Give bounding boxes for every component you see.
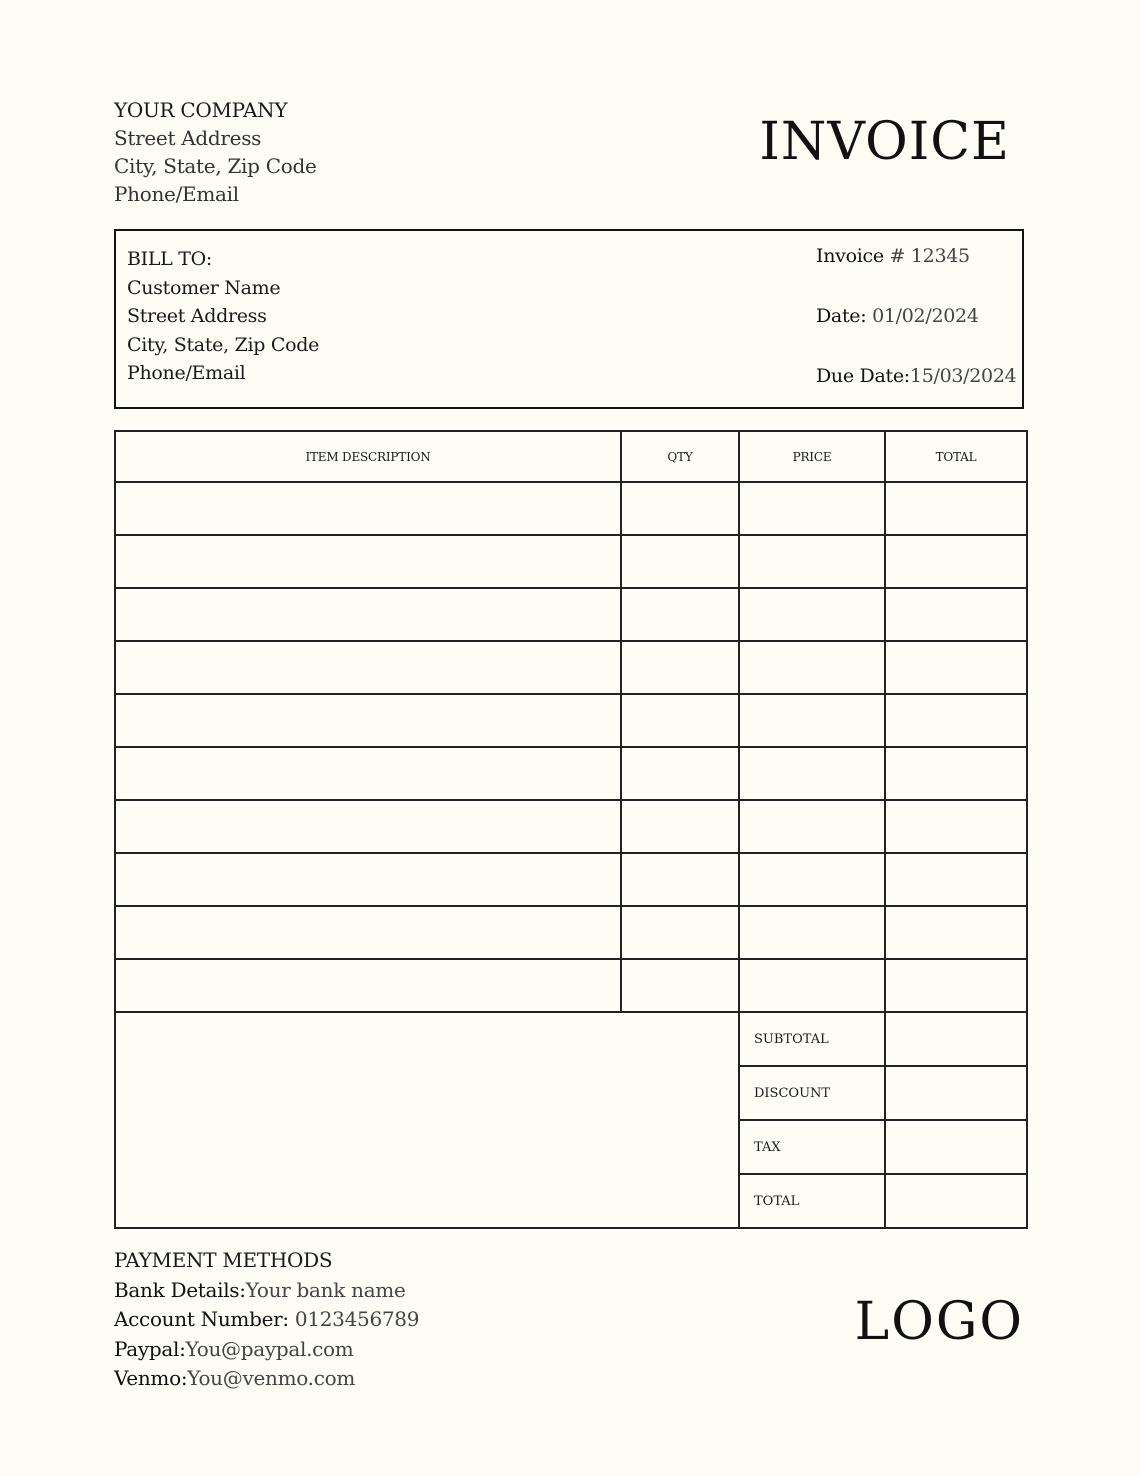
invoice-date [816, 305, 1016, 365]
notes-area[interactable] [115, 1012, 739, 1228]
bank-label: Bank Details: [114, 1277, 246, 1302]
company-contact: Phone/Email [114, 182, 239, 206]
item-qty-cell[interactable] [621, 694, 739, 747]
bank-details [114, 1276, 419, 1306]
paypal-value: You@paypal.com [185, 1336, 354, 1361]
item-total-cell[interactable] [885, 906, 1027, 959]
item-price-cell[interactable] [739, 906, 885, 959]
item-qty-cell[interactable] [621, 906, 739, 959]
item-price-cell[interactable] [739, 694, 885, 747]
venmo-value: You@venmo.com [187, 1366, 356, 1390]
item-total-cell[interactable] [885, 800, 1027, 853]
company-name: YOUR COMPANY [114, 98, 288, 122]
table-row [115, 959, 1027, 1012]
invoice-number-label: Invoice [816, 245, 884, 267]
invoice-date-value: 01/02/2024 [872, 305, 979, 327]
item-description-cell[interactable] [115, 906, 621, 959]
item-description-cell[interactable] [115, 800, 621, 853]
table-row [115, 906, 1027, 959]
discount-value-cell[interactable] [885, 1066, 1027, 1120]
item-total-cell[interactable] [885, 641, 1027, 694]
item-qty-cell[interactable] [621, 800, 739, 853]
table-row [115, 747, 1027, 800]
bank-value: Your bank name [245, 1277, 406, 1302]
item-total-cell[interactable] [885, 747, 1027, 800]
invoice-number-value: # 12345 [889, 245, 970, 267]
subtotal-value-cell[interactable] [885, 1012, 1027, 1066]
page-title: INVOICE [759, 112, 1010, 172]
item-total-cell[interactable] [885, 588, 1027, 641]
summary-row-subtotal [115, 1012, 1027, 1066]
item-description-cell[interactable] [115, 588, 621, 641]
header-total: TOTAL [885, 431, 1027, 482]
item-qty-cell[interactable] [621, 535, 739, 588]
item-price-cell[interactable] [739, 482, 885, 535]
table-row [115, 588, 1027, 641]
logo: LOGO [854, 1292, 1024, 1352]
invoice-date-label: Date: [816, 305, 867, 327]
item-qty-cell[interactable] [621, 747, 739, 800]
item-description-cell[interactable] [115, 482, 621, 535]
company-city: City, State, Zip Code [114, 154, 317, 178]
table-row [115, 641, 1027, 694]
bill-to-box [114, 229, 1024, 409]
item-description-cell[interactable] [115, 747, 621, 800]
item-description-cell[interactable] [115, 641, 621, 694]
table-row [115, 800, 1027, 853]
item-price-cell[interactable] [739, 641, 885, 694]
customer-contact: Phone/Email [127, 362, 246, 384]
discount-label: DISCOUNT [739, 1066, 885, 1120]
table-row [115, 853, 1027, 906]
item-total-cell[interactable] [885, 959, 1027, 1012]
items-table [114, 430, 1028, 1229]
customer-city: City, State, Zip Code [127, 333, 320, 356]
subtotal-label: SUBTOTAL [739, 1012, 885, 1066]
item-price-cell[interactable] [739, 800, 885, 853]
grand-total-value-cell[interactable] [885, 1174, 1027, 1228]
item-total-cell[interactable] [885, 853, 1027, 906]
due-date-value: 15/03/2024 [909, 365, 1017, 387]
item-description-cell[interactable] [115, 535, 621, 588]
header-qty: QTY [621, 431, 739, 482]
bill-to-block [127, 245, 319, 388]
item-description-cell[interactable] [115, 959, 621, 1012]
item-price-cell[interactable] [739, 747, 885, 800]
item-qty-cell[interactable] [621, 482, 739, 535]
invoice-due-date [816, 365, 1016, 425]
paypal-label: Paypal: [114, 1336, 186, 1361]
item-total-cell[interactable] [885, 482, 1027, 535]
tax-label: TAX [739, 1120, 885, 1174]
item-qty-cell[interactable] [621, 959, 739, 1012]
venmo-label: Venmo: [114, 1366, 188, 1390]
item-description-cell[interactable] [115, 853, 621, 906]
table-header-row [115, 431, 1027, 482]
payment-methods [114, 1246, 419, 1394]
bill-to-heading: BILL TO: [127, 248, 212, 270]
item-qty-cell[interactable] [621, 853, 739, 906]
table-row [115, 694, 1027, 747]
tax-value-cell[interactable] [885, 1120, 1027, 1174]
account-value: 0123456789 [294, 1307, 420, 1331]
header-item-description: ITEM DESCRIPTION [115, 431, 621, 482]
paypal [114, 1335, 419, 1365]
item-price-cell[interactable] [739, 959, 885, 1012]
item-qty-cell[interactable] [621, 588, 739, 641]
payment-heading: PAYMENT METHODS [114, 1248, 333, 1272]
customer-street: Street Address [127, 305, 267, 327]
account-number [114, 1305, 419, 1335]
item-price-cell[interactable] [739, 588, 885, 641]
header-price: PRICE [739, 431, 885, 482]
account-label: Account Number: [114, 1307, 289, 1331]
company-street: Street Address [114, 126, 262, 150]
venmo [114, 1364, 419, 1394]
item-description-cell[interactable] [115, 694, 621, 747]
item-total-cell[interactable] [885, 694, 1027, 747]
item-price-cell[interactable] [739, 535, 885, 588]
customer-name: Customer Name [127, 276, 281, 299]
item-qty-cell[interactable] [621, 641, 739, 694]
table-row [115, 482, 1027, 535]
company-block [114, 96, 316, 208]
item-total-cell[interactable] [885, 535, 1027, 588]
item-price-cell[interactable] [739, 853, 885, 906]
due-date-label: Due Date: [816, 365, 910, 387]
invoice-number [816, 245, 1016, 305]
table-row [115, 535, 1027, 588]
invoice-meta [816, 245, 1016, 425]
grand-total-label: TOTAL [739, 1174, 885, 1228]
